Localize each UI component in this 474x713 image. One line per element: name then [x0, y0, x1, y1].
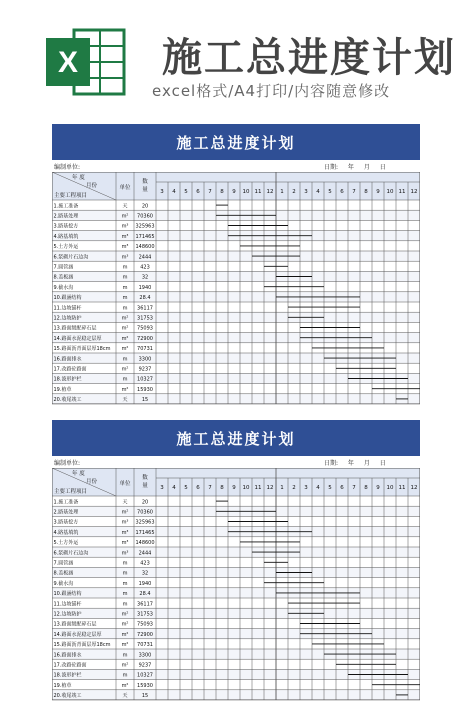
qty-cell: 171465 [135, 529, 155, 536]
project-name: 15.路面沥青面层厚18cm [53, 346, 111, 353]
month-tick: 7 [208, 485, 212, 491]
qty-header: 量 [142, 483, 148, 489]
project-name: 14.路面水泥稳定层厚 [53, 631, 102, 638]
qty-cell: 325963 [135, 223, 155, 230]
project-name: 1.施工准备 [53, 499, 79, 506]
compiler-label: 编制单位: [54, 460, 81, 467]
project-name: 4.路基填筑 [53, 233, 79, 240]
project-name: 5.土方外运 [53, 540, 79, 547]
qty-cell: 15930 [137, 682, 153, 689]
qty-cell: 70731 [137, 346, 153, 353]
month-tick: 5 [328, 485, 332, 491]
unit-cell: m³ [121, 233, 129, 240]
qty-cell: 1940 [138, 284, 152, 291]
project-name: 12.边坡防护 [53, 315, 82, 322]
compiler-label: 编制单位: [54, 164, 81, 171]
unit-cell: m² [121, 213, 129, 220]
project-name: 7.圆管涵 [53, 560, 74, 567]
month-tick: 1 [280, 485, 284, 491]
unit-cell: m² [121, 662, 129, 669]
month-tick: 8 [220, 485, 224, 491]
month-tick: 12 [410, 485, 418, 491]
month-tick: 9 [232, 485, 236, 491]
qty-cell: 148600 [135, 540, 155, 547]
unit-header: 单位 [119, 481, 131, 487]
qty-cell: 10327 [137, 672, 153, 679]
unit-cell: m [122, 356, 128, 363]
qty-cell: 70360 [137, 213, 153, 220]
month-tick: 4 [316, 485, 320, 491]
project-name: 9.截水沟 [53, 284, 74, 291]
project-name: 17.改路砼路面 [53, 366, 87, 373]
qty-cell: 9237 [138, 366, 152, 373]
month-tick: 12 [266, 189, 274, 195]
month-tick: 9 [376, 485, 380, 491]
month-tick: 11 [254, 485, 262, 491]
unit-cell: 天 [122, 499, 128, 506]
qty-cell: 325963 [135, 519, 155, 526]
qty-cell: 3300 [138, 356, 152, 363]
project-name: 13.路面级配碎石层 [53, 621, 97, 628]
schedule-grid [52, 172, 420, 406]
qty-cell: 15 [141, 693, 149, 700]
unit-cell: m [122, 591, 128, 598]
unit-cell: m [122, 264, 128, 271]
month-tick: 6 [340, 485, 344, 491]
unit-cell: m² [121, 346, 129, 353]
unit-cell: m [122, 305, 128, 312]
qty-cell: 3300 [138, 652, 152, 659]
month-tick: 4 [172, 189, 176, 195]
month-tick: 11 [254, 189, 262, 195]
schedule-sheet-2 [52, 420, 420, 702]
unit-cell: m [122, 672, 128, 679]
project-name: 7.圆管涵 [53, 264, 74, 271]
month-tick: 9 [376, 189, 380, 195]
project-name: 5.土方外运 [53, 244, 79, 251]
unit-cell: m² [121, 682, 129, 689]
schedule-sheet-1 [52, 124, 420, 406]
month-header: 月份 [86, 479, 98, 485]
unit-cell: m [122, 560, 128, 567]
project-name: 8.盖板涵 [53, 570, 74, 577]
project-name: 9.截水沟 [53, 580, 74, 587]
project-name: 14.路面水泥稳定层厚 [53, 335, 102, 342]
qty-cell: 2444 [138, 550, 152, 557]
project-name: 6.浆砌片石边沟 [53, 550, 89, 557]
unit-cell: m² [121, 315, 129, 322]
sheet-title: 施工总进度计划 [52, 420, 420, 456]
unit-cell: 天 [122, 397, 128, 404]
page-subtitle: excel格式/A4打印/内容随意修改 [152, 82, 391, 100]
month-tick: 7 [352, 485, 356, 491]
project-name: 20.收尾竣工 [53, 693, 82, 700]
qty-header: 量 [142, 187, 148, 193]
qty-cell: 15930 [137, 386, 153, 393]
project-name: 3.路基挖方 [53, 223, 79, 230]
qty-cell: 75093 [137, 621, 153, 628]
month-tick: 7 [352, 189, 356, 195]
month-tick: 8 [364, 189, 368, 195]
month-tick: 5 [184, 189, 188, 195]
project-name: 15.路面沥青面层厚18cm [53, 642, 111, 649]
project-name: 16.路面排水 [53, 356, 82, 363]
logo-letter: X [57, 46, 79, 79]
qty-cell: 15 [141, 397, 149, 404]
unit-cell: m² [121, 621, 129, 628]
qty-header: 数 [142, 179, 148, 185]
sheet-meta [52, 160, 420, 172]
project-name: 19.植草 [53, 682, 72, 689]
project-name: 2.路基处理 [53, 213, 79, 220]
project-name: 8.盖板涵 [53, 274, 74, 281]
qty-cell: 32 [141, 570, 149, 577]
qty-cell: 70360 [137, 509, 153, 516]
unit-cell: m² [121, 631, 129, 638]
qty-cell: 72900 [137, 631, 153, 638]
project-name: 11.边坡锚杆 [53, 601, 82, 608]
unit-cell: m³ [121, 223, 129, 230]
unit-cell: m² [121, 366, 129, 373]
project-name: 4.路基填筑 [53, 529, 79, 536]
date-label: 日期: 年 月 日 [324, 164, 386, 171]
project-name: 18.波形护栏 [53, 672, 82, 679]
project-name: 12.边坡防护 [53, 611, 82, 618]
qty-cell: 75093 [137, 325, 153, 332]
unit-cell: 天 [122, 203, 128, 210]
month-tick: 11 [398, 485, 406, 491]
project-name: 10.跟涵结构 [53, 591, 82, 598]
month-header: 月份 [86, 183, 98, 189]
qty-cell: 1940 [138, 580, 152, 587]
project-header: 主要工程项目 [54, 193, 88, 199]
unit-header: 单位 [119, 185, 131, 191]
unit-cell: m³ [121, 540, 129, 547]
unit-cell: m² [121, 325, 129, 332]
project-name: 11.边坡锚杆 [53, 305, 82, 312]
month-tick: 5 [184, 485, 188, 491]
project-name: 3.路基挖方 [53, 519, 79, 526]
month-tick: 12 [410, 189, 418, 195]
excel-logo-icon [44, 26, 128, 98]
project-name: 6.浆砌片石边沟 [53, 254, 89, 261]
unit-cell: m [122, 376, 128, 383]
project-name: 18.波形护栏 [53, 376, 82, 383]
month-tick: 4 [172, 485, 176, 491]
unit-cell: m² [121, 386, 129, 393]
year-header: 年 度 [72, 175, 85, 181]
schedule-grid [52, 468, 420, 702]
qty-header: 数 [142, 475, 148, 481]
qty-cell: 31753 [137, 315, 153, 322]
month-tick: 5 [328, 189, 332, 195]
date-label: 日期: 年 月 日 [324, 460, 386, 467]
unit-cell: m [122, 652, 128, 659]
page-header [0, 0, 474, 112]
project-name: 16.路面排水 [53, 652, 82, 659]
month-tick: 12 [266, 485, 274, 491]
qty-cell: 10327 [137, 376, 153, 383]
unit-cell: m [122, 570, 128, 577]
project-name: 10.跟涵结构 [53, 295, 82, 302]
unit-cell: m³ [121, 550, 129, 557]
month-tick: 4 [316, 189, 320, 195]
month-tick: 3 [160, 485, 164, 491]
unit-cell: m² [121, 509, 129, 516]
unit-cell: m³ [121, 519, 129, 526]
unit-cell: m [122, 295, 128, 302]
unit-cell: m [122, 274, 128, 281]
qty-cell: 70731 [137, 642, 153, 649]
qty-cell: 36117 [137, 601, 153, 608]
project-name: 13.路面级配碎石层 [53, 325, 97, 332]
qty-cell: 423 [140, 560, 150, 567]
month-tick: 8 [364, 485, 368, 491]
year-header: 年 度 [72, 471, 85, 477]
unit-cell: m³ [121, 244, 129, 251]
qty-cell: 72900 [137, 335, 153, 342]
qty-cell: 2444 [138, 254, 152, 261]
qty-cell: 36117 [137, 305, 153, 312]
qty-cell: 28.4 [139, 591, 151, 598]
qty-cell: 171465 [135, 233, 155, 240]
month-tick: 3 [304, 189, 308, 195]
month-tick: 6 [196, 485, 200, 491]
month-tick: 7 [208, 189, 212, 195]
page-title: 施工总进度计划 [162, 35, 456, 81]
qty-cell: 31753 [137, 611, 153, 618]
unit-cell: m² [121, 335, 129, 342]
unit-cell: m² [121, 611, 129, 618]
qty-cell: 423 [140, 264, 150, 271]
project-name: 1.施工准备 [53, 203, 79, 210]
month-tick: 10 [386, 189, 394, 195]
month-tick: 10 [386, 485, 394, 491]
project-name: 20.收尾竣工 [53, 397, 82, 404]
qty-cell: 28.4 [139, 295, 151, 302]
month-tick: 6 [340, 189, 344, 195]
sheet-meta [52, 456, 420, 468]
month-tick: 10 [242, 485, 250, 491]
qty-cell: 9237 [138, 662, 152, 669]
unit-cell: m³ [121, 254, 129, 261]
qty-cell: 20 [141, 499, 149, 506]
unit-cell: m [122, 284, 128, 291]
unit-cell: m³ [121, 529, 129, 536]
month-tick: 8 [220, 189, 224, 195]
unit-cell: m² [121, 642, 129, 649]
month-tick: 3 [160, 189, 164, 195]
month-tick: 10 [242, 189, 250, 195]
month-tick: 1 [280, 189, 284, 195]
unit-cell: 天 [122, 693, 128, 700]
sheet-title: 施工总进度计划 [52, 124, 420, 160]
month-tick: 11 [398, 189, 406, 195]
qty-cell: 148600 [135, 244, 155, 251]
month-tick: 2 [292, 485, 296, 491]
month-tick: 9 [232, 189, 236, 195]
project-name: 2.路基处理 [53, 509, 79, 516]
month-tick: 3 [304, 485, 308, 491]
qty-cell: 20 [141, 203, 149, 210]
project-name: 19.植草 [53, 386, 72, 393]
month-tick: 6 [196, 189, 200, 195]
qty-cell: 32 [141, 274, 149, 281]
unit-cell: m [122, 580, 128, 587]
month-tick: 2 [292, 189, 296, 195]
project-name: 17.改路砼路面 [53, 662, 87, 669]
project-header: 主要工程项目 [54, 489, 88, 495]
unit-cell: m [122, 601, 128, 608]
